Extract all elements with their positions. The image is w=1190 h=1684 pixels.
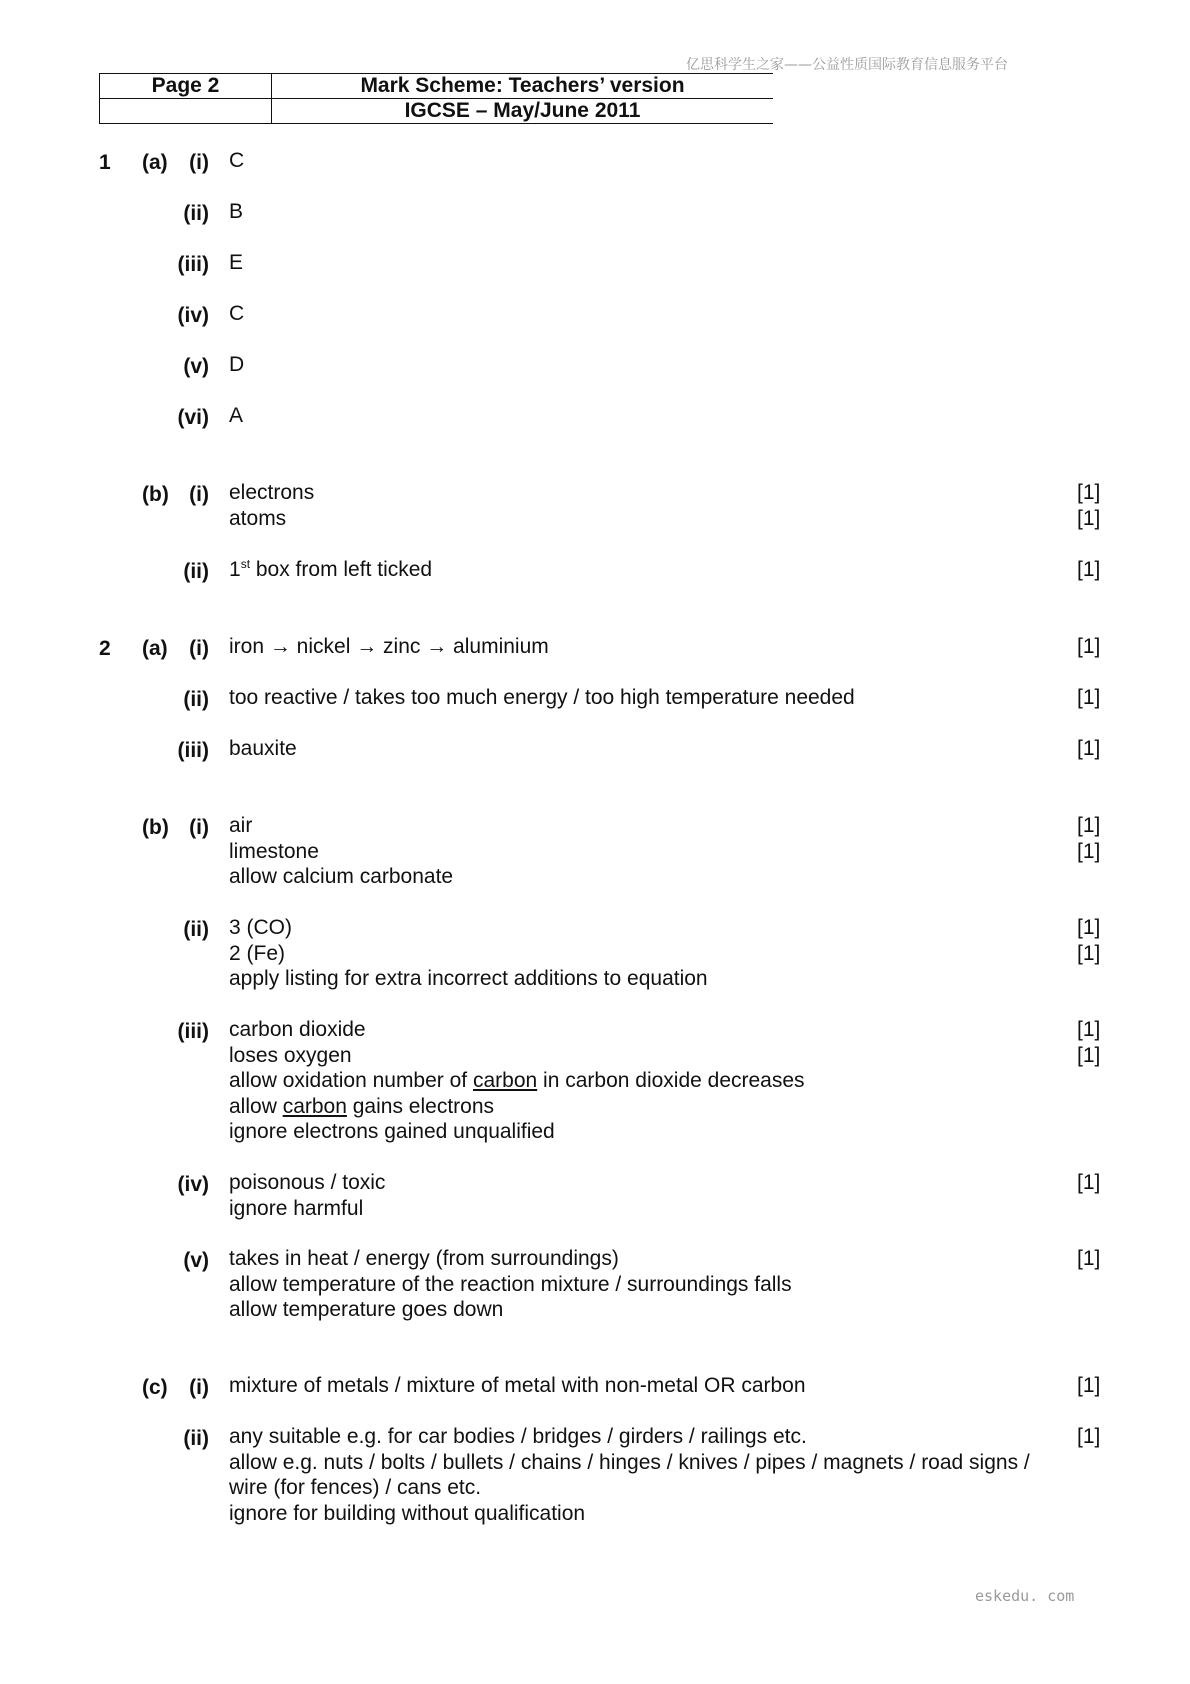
ordinal-number: 1 — [229, 558, 241, 581]
q2b-i-label: (i) — [189, 816, 209, 839]
mark: [1] — [1077, 506, 1101, 530]
q2a-iii-label: (iii) — [177, 739, 209, 762]
q2c-ii-label: (ii) — [183, 1427, 209, 1450]
q1b-i-answer-line: electrons — [229, 481, 315, 504]
q1b-ii-answer — [229, 557, 432, 583]
underlined-keyword: carbon — [282, 1094, 347, 1118]
mark: [1] — [1077, 1425, 1101, 1448]
text: in carbon dioxide decreases — [537, 1069, 805, 1092]
q1a-answer: C — [229, 149, 245, 172]
q2b-iii-answer-line — [229, 1094, 494, 1120]
q2a-i-answer: iron → nickel → zinc → aluminium — [229, 635, 549, 658]
header-table — [99, 73, 773, 124]
underlined-keyword: carbon — [472, 1069, 538, 1092]
q1a-answer: C — [229, 302, 245, 325]
q2b-iii-label: (iii) — [177, 1020, 209, 1043]
q2a-ii-answer: too reactive / takes too much energy / too high temperature needed — [229, 686, 855, 709]
q1a-sub-label: (iv) — [177, 304, 209, 327]
q1a-answer: D — [229, 353, 245, 376]
q2a-ii-label: (ii) — [183, 688, 209, 711]
q1b-i-label: (i) — [189, 483, 209, 506]
text: allow oxidation number of — [229, 1069, 473, 1092]
question-2-number: 2 — [99, 637, 111, 660]
q2-part-b-label: (b) — [142, 816, 169, 839]
q1a-sub-label: (vi) — [177, 406, 209, 429]
q1b-i-answer-line: atoms — [229, 506, 287, 530]
q1a-answer: B — [229, 200, 244, 223]
mark: [1] — [1077, 686, 1101, 709]
exam-session: IGCSE – May/June 2011 — [272, 99, 774, 124]
q2b-ii-label: (ii) — [183, 918, 209, 941]
q2c-ii-answer-line: allow e.g. nuts / bolts / bullets / chains / hinges / knives / pipes / magnets / road signs / — [229, 1450, 1030, 1474]
watermark-bottom: eskedu. com — [975, 1587, 1075, 1605]
mark: [1] — [1077, 558, 1101, 581]
q2b-ii-answer-line: apply listing for extra incorrect additions to equation — [229, 967, 708, 990]
q2c-i-label: (i) — [189, 1376, 209, 1399]
answer-text: box from left ticked — [250, 558, 433, 581]
q2c-ii-answer-line: ignore for building without qualification — [229, 1501, 586, 1525]
q2b-iii-answer-line: loses oxygen — [229, 1043, 352, 1067]
mark: [1] — [1077, 916, 1101, 939]
mark: [1] — [1077, 1018, 1101, 1041]
q2b-i-answer-line: allow calcium carbonate — [229, 865, 454, 888]
mark: [1] — [1077, 941, 1101, 965]
q1b-ii-label: (ii) — [183, 560, 209, 583]
mark: [1] — [1077, 1171, 1101, 1194]
q1a-sub-label: (iii) — [177, 253, 209, 276]
q1a-answer: E — [229, 251, 244, 274]
question-1-number: 1 — [99, 151, 111, 174]
page-number: Page 2 — [100, 74, 272, 99]
q2b-i-answer-line: limestone — [229, 839, 319, 863]
watermark-top: 亿思科学生之家——公益性质国际教育信息服务平台 — [686, 57, 1008, 73]
q1a-sub-label: (i) — [189, 151, 209, 174]
q2-part-c-label: (c) — [142, 1376, 168, 1399]
q1-part-a-label: (a) — [142, 151, 168, 174]
mark: [1] — [1077, 814, 1101, 837]
q2b-v-answer-line: takes in heat / energy (from surroundings) — [229, 1247, 619, 1270]
header-empty-cell — [100, 99, 272, 124]
q2a-iii-answer: bauxite — [229, 737, 297, 760]
q2a-i-label: (i) — [189, 637, 209, 660]
q2c-ii-answer-line: any suitable e.g. for car bodies / bridges / girders / railings etc. — [229, 1425, 807, 1448]
mark: [1] — [1077, 635, 1101, 658]
mark: [1] — [1077, 481, 1101, 504]
q2b-v-answer-line: allow temperature goes down — [229, 1298, 504, 1321]
q2b-i-answer-line: air — [229, 814, 253, 837]
q2b-v-answer-line: allow temperature of the reaction mixture / surroundings falls — [229, 1272, 792, 1296]
q2c-i-answer: mixture of metals / mixture of metal with non-metal OR carbon — [229, 1374, 806, 1397]
text: gains electrons — [346, 1094, 495, 1118]
q2b-iv-answer-line: poisonous / toxic — [229, 1171, 386, 1194]
q2-part-a-label: (a) — [142, 637, 168, 660]
q2b-v-label: (v) — [183, 1249, 209, 1272]
q2b-iii-answer-line: ignore electrons gained unqualified — [229, 1120, 555, 1143]
q2b-iii-answer-line — [229, 1068, 805, 1094]
q1-part-b-label: (b) — [142, 483, 169, 506]
q1a-answer: A — [229, 404, 244, 427]
q1a-sub-label: (v) — [183, 355, 209, 378]
text: allow — [229, 1094, 283, 1118]
q2b-iv-label: (iv) — [177, 1173, 209, 1196]
page-title: Mark Scheme: Teachers’ version — [272, 74, 774, 99]
mark: [1] — [1077, 839, 1101, 863]
mark: [1] — [1077, 1374, 1101, 1397]
mark: [1] — [1077, 1043, 1101, 1067]
q2b-iii-answer-line: carbon dioxide — [229, 1018, 366, 1041]
q2b-ii-answer-line: 3 (CO) — [229, 916, 292, 939]
mark: [1] — [1077, 1247, 1101, 1270]
ordinal-suffix: st — [240, 557, 251, 571]
q2c-ii-answer-line: wire (for fences) / cans etc. — [229, 1476, 482, 1499]
q2b-ii-answer-line: 2 (Fe) — [229, 941, 286, 965]
q2b-iv-answer-line: ignore harmful — [229, 1196, 364, 1220]
mark: [1] — [1077, 737, 1101, 760]
q1a-sub-label: (ii) — [183, 202, 209, 225]
